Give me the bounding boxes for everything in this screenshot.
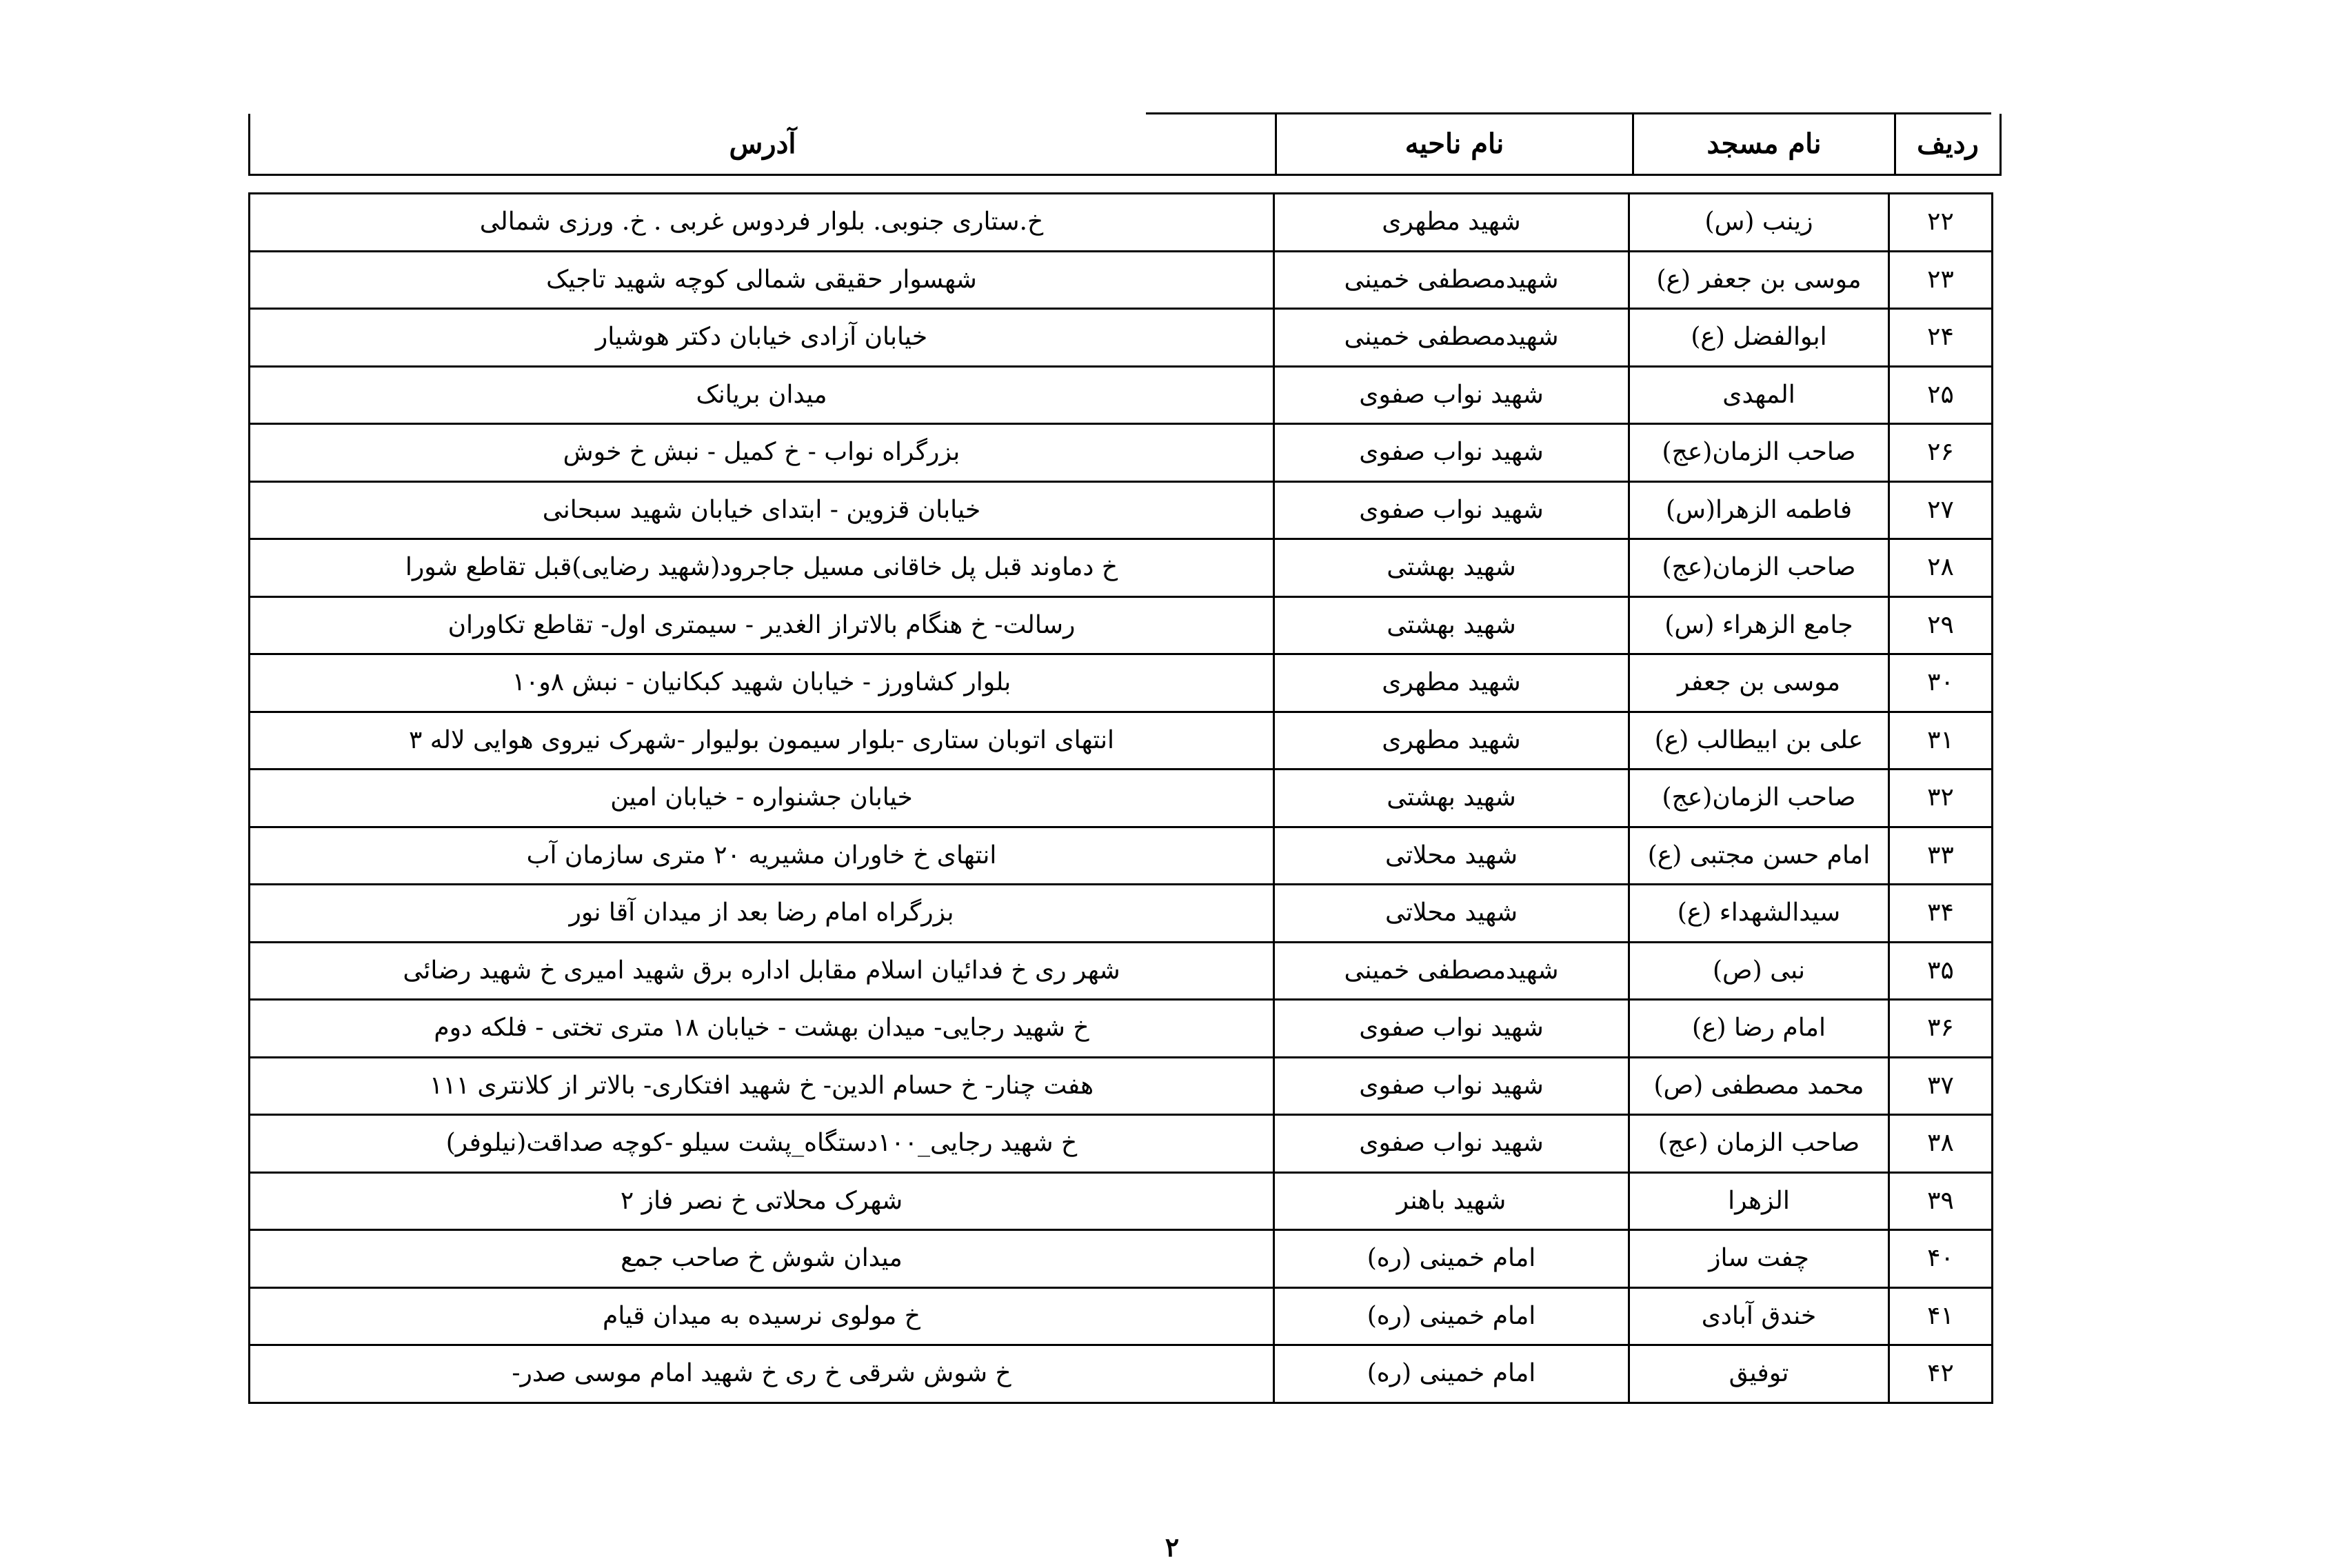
table-row [250, 309, 1993, 367]
mosque-name-cell: امام حسن مجتبی (ع) [1629, 827, 1889, 885]
row-number-cell: ۴۰ [1889, 1230, 1993, 1288]
mosque-name-cell: الزهرا [1629, 1172, 1889, 1230]
row-number-cell: ۲۲ [1889, 194, 1993, 252]
district-name-cell: شهید نواب صفوی [1274, 424, 1629, 482]
district-name-cell: شهید محلاتی [1274, 885, 1629, 943]
mosque-name-cell: موسی بن جعفر (ع) [1629, 251, 1889, 309]
table-row [250, 194, 1993, 252]
address-cell: خیابان آزادی خیابان دکتر هوشیار [250, 309, 1274, 367]
row-number-cell: ۳۵ [1889, 942, 1993, 1000]
mosque-name-cell: صاحب الزمان(عج) [1629, 424, 1889, 482]
table-row [250, 1000, 1993, 1058]
address-cell: بزرگراه امام رضا بعد از میدان آقا نور [250, 885, 1274, 943]
mosque-name-cell: چفت ساز [1629, 1230, 1889, 1288]
mosque-name-cell: صاحب الزمان(عج) [1629, 770, 1889, 827]
row-number-cell: ۲۳ [1889, 251, 1993, 309]
row-number-cell: ۳۶ [1889, 1000, 1993, 1058]
mosque-name-cell: ابوالفضل (ع) [1629, 309, 1889, 367]
table-row [250, 251, 1993, 309]
district-name-cell: امام خمینی (ره) [1274, 1345, 1629, 1403]
table-row [250, 1057, 1993, 1115]
mosque-name-cell: توفیق [1629, 1345, 1889, 1403]
header-mosque-name: نام مسجد [1633, 114, 1895, 175]
district-name-cell: شهید بهشتی [1274, 596, 1629, 654]
header-address: آدرس [250, 114, 1276, 175]
mosque-name-cell: جامع الزهراء (س) [1629, 596, 1889, 654]
row-number-cell: ۳۳ [1889, 827, 1993, 885]
table-row [250, 1230, 1993, 1288]
table-row [250, 770, 1993, 827]
district-name-cell: شهیدمصطفی خمینی [1274, 251, 1629, 309]
row-number-cell: ۲۶ [1889, 424, 1993, 482]
district-name-cell: شهید مطهری [1274, 194, 1629, 252]
address-cell: بزرگراه نواب - خ کمیل - نبش خ خوش [250, 424, 1274, 482]
mosque-name-cell: محمد مصطفی (ص) [1629, 1057, 1889, 1115]
address-cell: بلوار کشاورز - خیابان شهید کبکانیان - نبش ۸و۱۰ [250, 654, 1274, 712]
address-cell: انتهای خ خاوران مشیریه ۲۰ متری سازمان آب [250, 827, 1274, 885]
row-number-cell: ۳۰ [1889, 654, 1993, 712]
mosque-name-cell: صاحب الزمان (عج) [1629, 1115, 1889, 1173]
row-number-cell: ۴۱ [1889, 1287, 1993, 1345]
address-cell: خ دماوند قبل پل خاقانی مسیل جاجرود(شهید رضایی)قبل تقاطع شورا [250, 539, 1274, 597]
header-row-number: ردیف [1895, 114, 2001, 175]
address-cell: خ مولوی نرسیده به میدان قیام [250, 1287, 1274, 1345]
district-name-cell: شهید نواب صفوی [1274, 1000, 1629, 1058]
address-cell: شهر ری خ فدائیان اسلام مقابل اداره برق شهید امیری خ شهید رضائی [250, 942, 1274, 1000]
row-number-cell: ۲۹ [1889, 596, 1993, 654]
district-name-cell: شهیدمصطفی خمینی [1274, 309, 1629, 367]
district-name-cell: شهید مطهری [1274, 654, 1629, 712]
table-row [250, 366, 1993, 424]
mosque-name-cell: صاحب الزمان(عج) [1629, 539, 1889, 597]
table-row [250, 1345, 1993, 1403]
row-number-cell: ۳۱ [1889, 712, 1993, 770]
address-cell: انتهای اتوبان ستاری -بلوار سیمون بولیوار -شهرک نیروی هوایی لاله ۳ [250, 712, 1274, 770]
address-cell: خ.ستاری جنوبی. بلوار فردوس غربی . خ. ورزی شمالی [250, 194, 1274, 252]
district-name-cell: شهید باهنر [1274, 1172, 1629, 1230]
address-cell: خیابان جشنواره - خیابان امین [250, 770, 1274, 827]
row-number-cell: ۲۸ [1889, 539, 1993, 597]
header-district-name: نام ناحیه [1276, 114, 1633, 175]
mosque-name-cell: امام رضا (ع) [1629, 1000, 1889, 1058]
column-header-table [248, 114, 2002, 176]
row-number-cell: ۳۹ [1889, 1172, 1993, 1230]
district-name-cell: شهید بهشتی [1274, 770, 1629, 827]
address-cell: خ شهید رجایی- میدان بهشت - خیابان ۱۸ متری تختی - فلکه دوم [250, 1000, 1274, 1058]
district-name-cell: شهید نواب صفوی [1274, 481, 1629, 539]
district-name-cell: شهید نواب صفوی [1274, 366, 1629, 424]
row-number-cell: ۳۷ [1889, 1057, 1993, 1115]
table-row [250, 654, 1993, 712]
district-name-cell: شهید بهشتی [1274, 539, 1629, 597]
table-row [250, 1287, 1993, 1345]
row-number-cell: ۴۲ [1889, 1345, 1993, 1403]
district-name-cell: امام خمینی (ره) [1274, 1287, 1629, 1345]
address-cell: رسالت- خ هنگام بالاتراز الغدیر - سیمتری اول- تقاطع تکاوران [250, 596, 1274, 654]
row-number-cell: ۳۴ [1889, 885, 1993, 943]
address-cell: خ شوش شرقی خ ری خ شهید امام موسی صدر- [250, 1345, 1274, 1403]
row-number-cell: ۳۸ [1889, 1115, 1993, 1173]
mosque-name-cell: خندق آبادی [1629, 1287, 1889, 1345]
table-row [250, 1115, 1993, 1173]
district-name-cell: شهید نواب صفوی [1274, 1115, 1629, 1173]
district-name-cell: امام خمینی (ره) [1274, 1230, 1629, 1288]
table-row [250, 942, 1993, 1000]
mosque-name-cell: سیدالشهداء (ع) [1629, 885, 1889, 943]
table-row [250, 827, 1993, 885]
mosque-name-cell: علی بن ابیطالب (ع) [1629, 712, 1889, 770]
address-cell: خیابان قزوین - ابتدای خیابان شهید سبحانی [250, 481, 1274, 539]
district-name-cell: شهیدمصطفی خمینی [1274, 942, 1629, 1000]
table-row [250, 1172, 1993, 1230]
table-row [250, 424, 1993, 482]
district-name-cell: شهید محلاتی [1274, 827, 1629, 885]
mosque-name-cell: نبی (ص) [1629, 942, 1889, 1000]
mosque-table-body [250, 194, 1993, 1403]
row-number-cell: ۲۷ [1889, 481, 1993, 539]
header-row [250, 114, 2001, 175]
table-row [250, 539, 1993, 597]
row-number-cell: ۲۵ [1889, 366, 1993, 424]
address-cell: هفت چنار- خ حسام الدین- خ شهید افتکاری- بالاتر از کلانتری ۱۱۱ [250, 1057, 1274, 1115]
table-row [250, 712, 1993, 770]
address-cell: شهسوار حقیقی شمالی کوچه شهید تاجیک [250, 251, 1274, 309]
mosque-table [248, 192, 1993, 1404]
table-row [250, 481, 1993, 539]
mosque-name-cell: فاطمه الزهرا(س) [1629, 481, 1889, 539]
table-row [250, 596, 1993, 654]
table-row [250, 885, 1993, 943]
mosque-name-cell: زینب (س) [1629, 194, 1889, 252]
address-cell: میدان بریانک [250, 366, 1274, 424]
row-number-cell: ۲۴ [1889, 309, 1993, 367]
mosque-name-cell: موسی بن جعفر [1629, 654, 1889, 712]
address-cell: خ شهید رجایی_۱۰۰دستگاه_پشت سیلو -کوچه صداقت(نیلوفر) [250, 1115, 1274, 1173]
row-number-cell: ۳۲ [1889, 770, 1993, 827]
page-number: ۲ [1165, 1531, 1180, 1562]
address-cell: میدان شوش خ صاحب جمع [250, 1230, 1274, 1288]
district-name-cell: شهید مطهری [1274, 712, 1629, 770]
district-name-cell: شهید نواب صفوی [1274, 1057, 1629, 1115]
address-cell: شهرک محلاتی خ نصر فاز ۲ [250, 1172, 1274, 1230]
mosque-name-cell: المهدی [1629, 366, 1889, 424]
